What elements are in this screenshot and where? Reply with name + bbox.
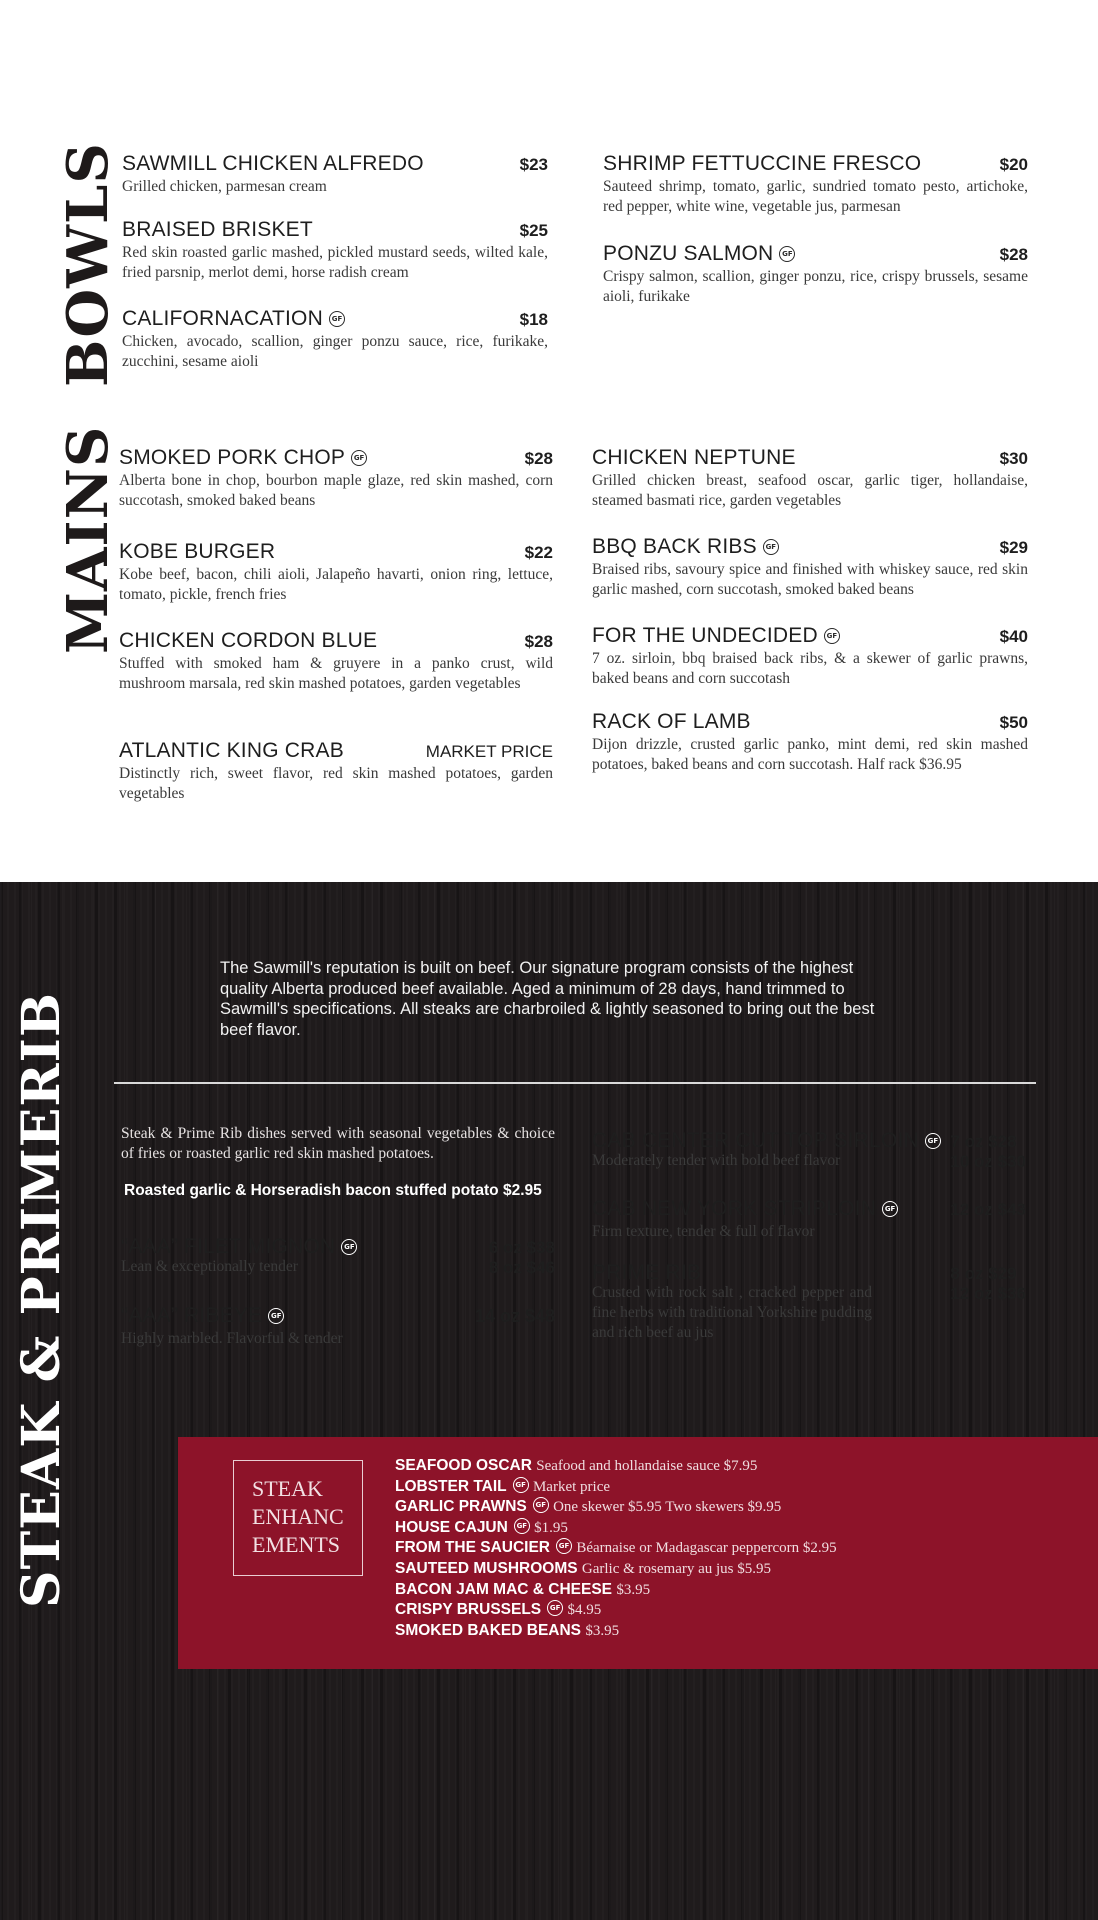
item-name: FOR THE UNDECIDED xyxy=(592,624,818,647)
enhancement-item xyxy=(395,1477,1085,1498)
gluten-free-icon: GF xyxy=(329,311,345,327)
item-price: $30 xyxy=(999,449,1028,468)
gluten-free-icon: GF xyxy=(882,1201,898,1217)
item-name: CAB NEW YORK STRIPLOIN xyxy=(592,1197,877,1220)
item-name: SHRIMP FETTUCCINE FRESCO xyxy=(603,152,922,175)
item-price: MARKET PRICE xyxy=(425,742,553,761)
item-description: Alberta bone in chop, bourbon maple glaze, red skin mashed, corn succotash, smoked baked beans xyxy=(119,472,553,509)
steak-item xyxy=(592,1197,1026,1242)
item-price: $20 xyxy=(999,155,1028,174)
gluten-free-icon: GF xyxy=(779,246,795,262)
price-size-1: 8 oz $29 xyxy=(950,1264,1017,1283)
steak-intro: The Sawmill's reputation is built on beef. Our signature program consists of the highest quality Alberta produced beef available. Aged a minimum of 28 days, hand trimmed to Sawmill's specifications. All steaks are charbroiled & lightly seasoned to bring out the best beef flavor. xyxy=(220,959,875,1039)
menu-item xyxy=(603,152,1028,217)
item-name: “AAA” RIBEYE xyxy=(121,1304,263,1327)
item-price: $29 xyxy=(999,538,1028,557)
menu-item xyxy=(592,710,1028,775)
section-title-mains: MAINS xyxy=(55,425,121,654)
item-price: $25 xyxy=(519,221,548,240)
item-name: ATLANTIC KING CRAB xyxy=(119,739,344,762)
enhancement-detail: Market price xyxy=(532,1478,611,1495)
enhancements-title: STEAK ENHANC EMENTS xyxy=(252,1476,344,1557)
price-size-2: 10 oz $30 xyxy=(950,1152,1026,1171)
enhancement-detail: $1.95 xyxy=(534,1519,568,1536)
enhancement-name: SEAFOOD OSCAR xyxy=(395,1457,532,1474)
price-size-1: 7 oz $28 xyxy=(950,1132,1017,1151)
steak-item xyxy=(592,1129,1026,1171)
price-size-1: 12 oz $43 xyxy=(950,1200,1026,1219)
gluten-free-icon: GF xyxy=(514,1518,530,1534)
gluten-free-icon: GF xyxy=(341,1239,357,1255)
price-size-2: 8 oz $46 xyxy=(488,1258,555,1277)
item-description: Crusted with rock salt , cracked pepper and fine herbs with traditional Yorkshire pudding and rich beef au jus xyxy=(592,1284,872,1341)
menu-item xyxy=(592,535,1028,600)
item-name: CHICKEN CORDON BLUE xyxy=(119,629,378,652)
enhancement-detail: Béarnaise or Madagascar peppercorn $2.95 xyxy=(576,1540,837,1557)
enhancement-detail: $3.95 xyxy=(616,1581,651,1598)
section-title-steak-primerib: STEAK & PRIMERIB xyxy=(11,992,72,1608)
item-price: $50 xyxy=(999,713,1028,732)
gluten-free-icon: GF xyxy=(547,1600,563,1616)
item-description: Braised ribs, savoury spice and finished with whiskey sauce, red skin garlic mashed, corn succotash, smoked baked beans xyxy=(592,561,1028,598)
section-title-bowls: BOWLS xyxy=(55,142,121,387)
item-name: CHICKEN NEPTUNE xyxy=(592,446,796,469)
gluten-free-icon: GF xyxy=(925,1133,941,1149)
menu-item xyxy=(119,446,553,511)
item-name: CALIFORNACATION xyxy=(122,307,323,330)
gluten-free-icon: GF xyxy=(351,450,367,466)
item-name: BRAISED BRISKET xyxy=(122,218,313,241)
enhancement-detail: Seafood and hollandaise sauce $7.95 xyxy=(536,1458,758,1474)
item-description: Lean & exceptionally tender xyxy=(121,1258,298,1275)
item-name: KOBE BURGER xyxy=(119,540,276,563)
price-size-2: 12 oz $36 xyxy=(950,1284,1026,1303)
price-size-1: 14 oz $48 xyxy=(474,1306,555,1326)
enhancement-name: CRISPY BRUSSELS xyxy=(395,1601,542,1619)
gluten-free-icon: GF xyxy=(824,628,840,644)
enhancement-name: HOUSE CAJUN xyxy=(395,1518,508,1536)
item-price: $40 xyxy=(999,627,1028,646)
item-name: RACK OF LAMB xyxy=(592,710,751,733)
item-description: Crispy salmon, scallion, ginger ponzu, rice, crispy brussels, sesame aioli, furikake xyxy=(603,268,1028,305)
item-price: $18 xyxy=(519,310,548,329)
item-price: $28 xyxy=(999,245,1028,264)
item-description: Stuffed with smoked ham & gruyere in a panko crust, wild mushroom marsala, red skin mashed potatoes, garden vegetables xyxy=(119,655,553,692)
menu-item xyxy=(122,307,548,372)
steak-item xyxy=(121,1235,555,1277)
enhancement-name: GARLIC PRAWNS xyxy=(395,1498,527,1516)
item-description: Sauteed shrimp, tomato, garlic, sundried tomato pesto, artichoke, red pepper, white wine, vegetable jus, parmesan xyxy=(603,178,1028,215)
enhancement-name: LOBSTER TAIL xyxy=(395,1477,507,1495)
item-description: Distinctly rich, sweet flavor, red skin mashed potatoes, garden vegetables xyxy=(119,765,553,802)
item-price: $28 xyxy=(524,449,553,468)
enhancements-list xyxy=(395,1456,1085,1641)
gluten-free-icon: GF xyxy=(513,1477,529,1493)
item-description: Moderately tender with bold beef flavor xyxy=(592,1152,841,1169)
item-description: Highly marbled. Flavorful & tender xyxy=(121,1330,343,1347)
gluten-free-icon: GF xyxy=(556,1538,572,1554)
enhancement-item xyxy=(395,1580,1085,1601)
menu-item xyxy=(119,540,553,605)
item-description: Dijon drizzle, crusted garlic panko, mint demi, red skin mashed potatoes, baked beans and corn succotash. Half rack $36.95 xyxy=(592,736,1028,773)
gluten-free-icon: GF xyxy=(763,539,779,555)
price-size-1: 6 oz $38 xyxy=(488,1238,555,1257)
divider xyxy=(114,1082,1036,1084)
steak-item xyxy=(592,1261,1026,1343)
menu-item xyxy=(122,218,548,283)
enhancement-name: SMOKED BAKED BEANS xyxy=(395,1621,582,1639)
enhancement-detail: Garlic & rosemary au jus $5.95 xyxy=(581,1560,772,1577)
stuffed-potato-addon: Roasted garlic & Horseradish bacon stuffed potato $2.95 xyxy=(124,1182,542,1199)
enhancement-item xyxy=(395,1518,1085,1539)
item-description: 7 oz. sirloin, bbq braised back ribs, & a skewer of garlic prawns, baked beans and corn succotash xyxy=(592,650,1028,687)
enhancement-item xyxy=(395,1600,1085,1621)
item-name: PRIME RIB xyxy=(592,1261,702,1284)
menu-item xyxy=(592,446,1028,511)
menu-item xyxy=(119,629,553,694)
enhancement-item xyxy=(395,1538,1085,1559)
steak-item xyxy=(121,1304,555,1349)
enhancements-title-box xyxy=(233,1460,363,1576)
enhancement-detail: $4.95 xyxy=(567,1602,602,1619)
item-price: $22 xyxy=(524,543,553,562)
gluten-free-icon: GF xyxy=(268,1308,284,1324)
enhancement-detail: $3.95 xyxy=(585,1622,620,1639)
enhancement-name: FROM THE SAUCIER xyxy=(395,1539,550,1557)
menu-item xyxy=(592,624,1028,689)
item-description: Grilled chicken breast, seafood oscar, garlic tiger, hollandaise, steamed basmati rice, garden vegetables xyxy=(592,472,1028,509)
enhancement-item xyxy=(395,1621,1085,1642)
item-name: SMOKED PORK CHOP xyxy=(119,446,346,469)
item-name: BBQ BACK RIBS xyxy=(592,535,757,558)
item-description: Red skin roasted garlic mashed, pickled mustard seeds, wilted kale, fried parsnip, merlot demi, horse radish cream xyxy=(122,244,548,281)
enhancement-item xyxy=(395,1559,1085,1580)
enhancement-item xyxy=(395,1497,1085,1518)
enhancement-item xyxy=(395,1456,1085,1477)
item-name: CAB CENTER CUT TOP SIRLOIN xyxy=(592,1129,919,1152)
sides-note: Steak & Prime Rib dishes served with seasonal vegetables & choice of fries or roasted garlic red skin mashed potatoes. xyxy=(121,1125,555,1162)
item-price: $23 xyxy=(519,155,548,174)
item-description: Firm texture, tender & full of flavor xyxy=(592,1223,815,1240)
item-name: “AAA” FILET MIGNON xyxy=(121,1235,336,1258)
menu-item xyxy=(122,152,548,197)
enhancement-name: BACON JAM MAC & CHEESE xyxy=(395,1580,613,1598)
item-description: Kobe beef, bacon, chili aioli, Jalapeño havarti, onion ring, lettuce, tomato, pickle, french fries xyxy=(119,566,553,603)
enhancement-name: SAUTEED MUSHROOMS xyxy=(395,1559,578,1577)
item-price: $28 xyxy=(524,632,553,651)
gluten-free-icon: GF xyxy=(533,1497,549,1513)
enhancement-detail: One skewer $5.95 Two skewers $9.95 xyxy=(553,1499,782,1516)
item-name: SAWMILL CHICKEN ALFREDO xyxy=(122,152,424,175)
menu-item xyxy=(119,739,553,804)
item-description: Chicken, avocado, scallion, ginger ponzu sauce, rice, furikake, zucchini, sesame aioli xyxy=(122,333,548,370)
menu-item xyxy=(603,242,1028,307)
item-name: PONZU SALMON xyxy=(603,242,774,265)
item-description: Grilled chicken, parmesan cream xyxy=(122,178,327,195)
